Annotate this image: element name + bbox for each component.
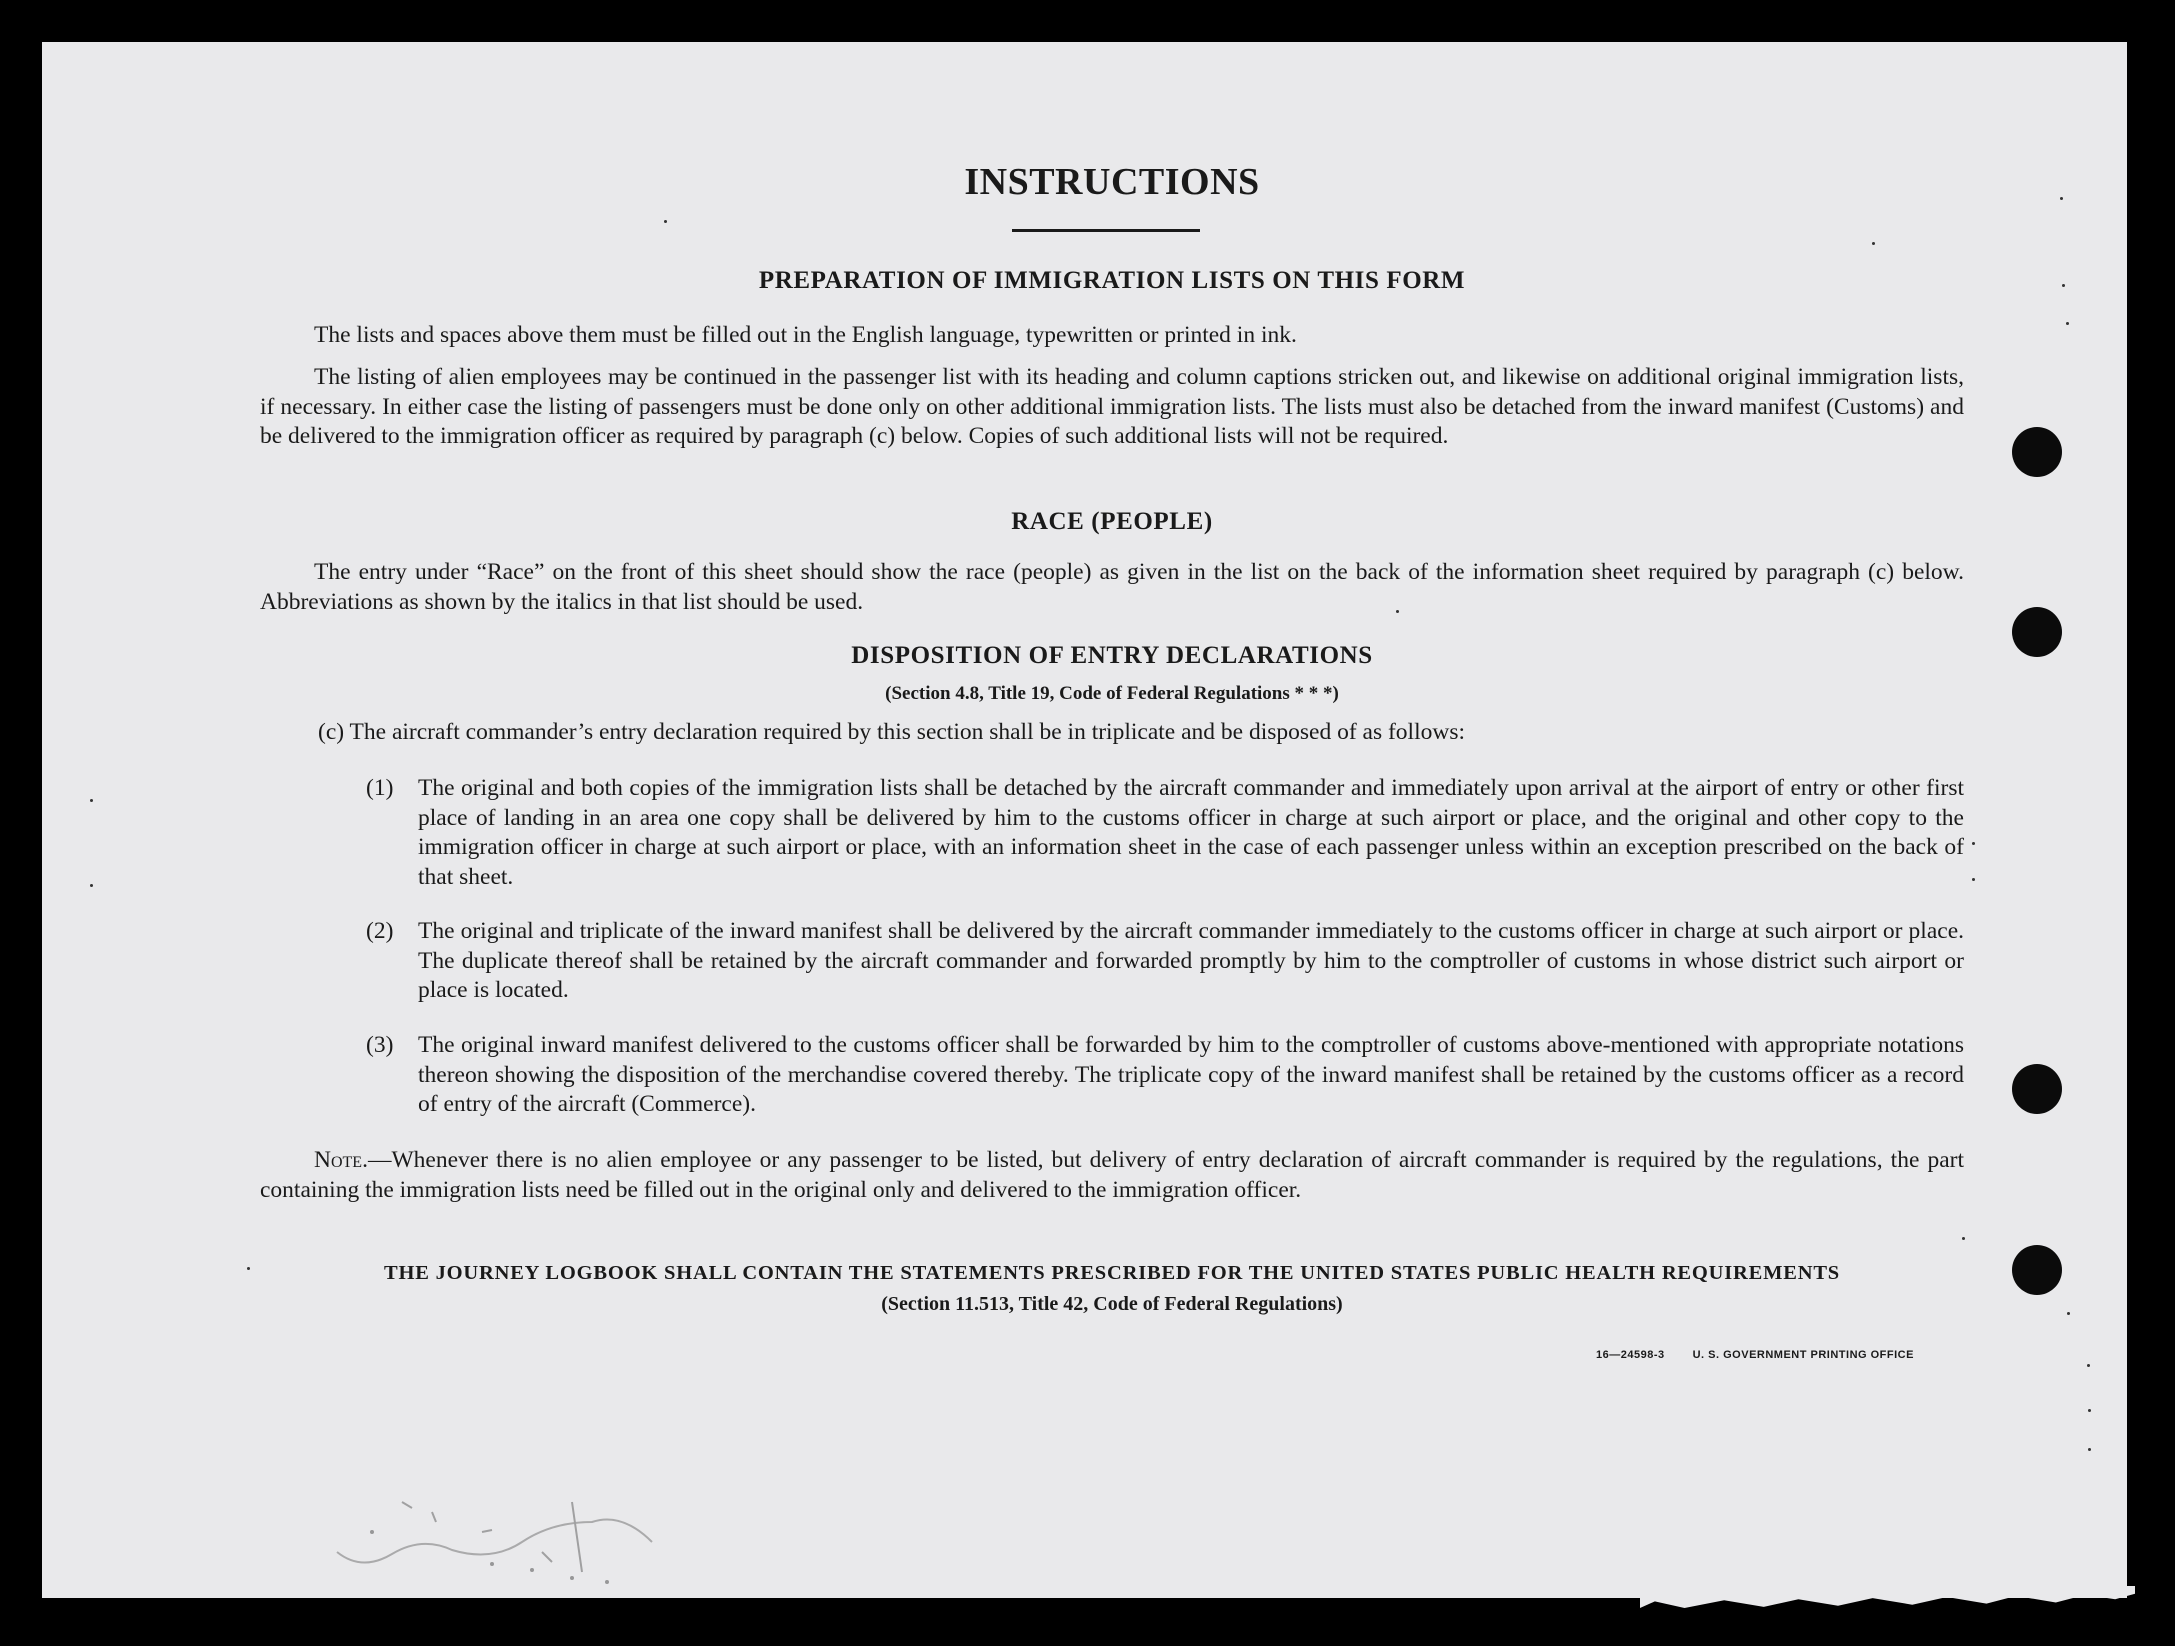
- printer-name: U. S. GOVERNMENT PRINTING OFFICE: [1692, 1349, 1914, 1361]
- speck: [90, 799, 93, 802]
- item-text: The original inward manifest delivered to the customs officer shall be forwarded by him to the comptroller of customs above-mentioned with appropriate notations thereon showing the disposition of the merchandise covered thereby. The triplicate copy of the inward manifest shall be retained by the customs officer as a record of entry of the aircraft (Commerce).: [418, 1032, 1964, 1117]
- disposition-intro-text: The aircraft commander’s entry declaration required by this section shall be in triplicate and be disposed of as follows:: [349, 719, 1466, 745]
- speck: [2062, 284, 2065, 287]
- speck: [1396, 610, 1399, 613]
- preparation-paragraph-2: The listing of alien employees may be continued in the passenger list with its heading and column captions stricken out, and likewise on additional original immigration lists, if necessary. In either case the listing of passengers must be done only on other additional immigration lists. The lists must also be detached from the inward manifest (Customs) and be delivered to the immigration officer as required by paragraph (c) below. Copies of such additional lists will not be required.: [260, 364, 1964, 449]
- binder-hole: [2012, 1064, 2062, 1114]
- disposition-item-2: [366, 917, 1964, 1006]
- logbook-citation: (Section 11.513, Title 42, Code of Federal Regulations): [881, 1293, 1343, 1315]
- form-number: 16—24598-3: [1596, 1349, 1665, 1361]
- speck: [90, 884, 93, 887]
- speck: [1972, 878, 1975, 881]
- item-number: (3): [366, 1032, 394, 1058]
- pencil-scribble-mark: [332, 1482, 712, 1592]
- item-number: (1): [366, 775, 394, 801]
- speck: [247, 1267, 250, 1270]
- speck: [2088, 1448, 2091, 1451]
- note-paragraph: [260, 1146, 1964, 1205]
- title-underline: [1012, 229, 1200, 232]
- disposition-intro: [318, 718, 1964, 748]
- note-label: Note.: [314, 1147, 368, 1173]
- speck: [1972, 842, 1975, 845]
- speck: [1872, 242, 1875, 245]
- note-text: —Whenever there is no alien employee or any passenger to be listed, but delivery of entry declaration of aircraft commander is required by the regulations, the part containing the immigration lists need be filled out in the original only and delivered to the immigration officer.: [260, 1147, 1964, 1203]
- binder-hole: [2012, 607, 2062, 657]
- speck: [664, 220, 667, 223]
- item-number: (2): [366, 918, 394, 944]
- disposition-intro-label: (c): [318, 719, 345, 745]
- preparation-paragraph-1: The lists and spaces above them must be filled out in the English language, typewritten or printed in ink.: [314, 322, 1297, 348]
- race-paragraph: The entry under “Race” on the front of this sheet should show the race (people) as given in the list on the back of the information sheet required by paragraph (c) below. Abbreviations as shown by the italics in that list should be used.: [260, 559, 1964, 615]
- item-text: The original and both copies of the immigration lists shall be detached by the aircraft commander and immediately upon arrival at the airport of entry or other first place of landing in an area one copy shall be delivered by him to the customs officer in charge at such airport or place, and the original and other copy to the immigration officer in charge at such airport or place, with an information sheet in the case of each passenger unless within an exception prescribed on the back of that sheet.: [418, 775, 1964, 890]
- document-sheet: [42, 42, 2127, 1598]
- item-text: The original and triplicate of the inward manifest shall be delivered by the aircraft commander immediately to the customs officer in charge at such airport or place. The duplicate thereof shall be retained by the aircraft commander and forwarded promptly by him to the comptroller of customs in whose district such airport or place is located.: [418, 918, 1964, 1003]
- race-heading: RACE (PEOPLE): [1011, 508, 1213, 535]
- binder-hole: [2012, 427, 2062, 477]
- logbook-statement: THE JOURNEY LOGBOOK SHALL CONTAIN THE STATEMENTS PRESCRIBED FOR THE UNITED STATES PUBLIC HEALTH REQUIREMENTS: [383, 1262, 1841, 1284]
- speck: [2087, 1364, 2090, 1367]
- disposition-citation: (Section 4.8, Title 19, Code of Federal Regulations * * *): [885, 683, 1339, 704]
- disposition-heading: DISPOSITION OF ENTRY DECLARATIONS: [851, 642, 1373, 669]
- speck: [1962, 1237, 1965, 1240]
- disposition-item-1: [366, 774, 1964, 892]
- preparation-heading: PREPARATION OF IMMIGRATION LISTS ON THIS FORM: [758, 267, 1466, 294]
- speck: [2066, 322, 2069, 325]
- printer-imprint: [1596, 1349, 1942, 1361]
- disposition-item-3: [366, 1031, 1964, 1120]
- speck: [2088, 1409, 2091, 1412]
- torn-paper-edge: [1640, 1586, 2135, 1608]
- page-title: INSTRUCTIONS: [964, 161, 1260, 203]
- speck: [2060, 197, 2063, 200]
- speck: [2067, 1312, 2070, 1315]
- binder-hole: [2012, 1245, 2062, 1295]
